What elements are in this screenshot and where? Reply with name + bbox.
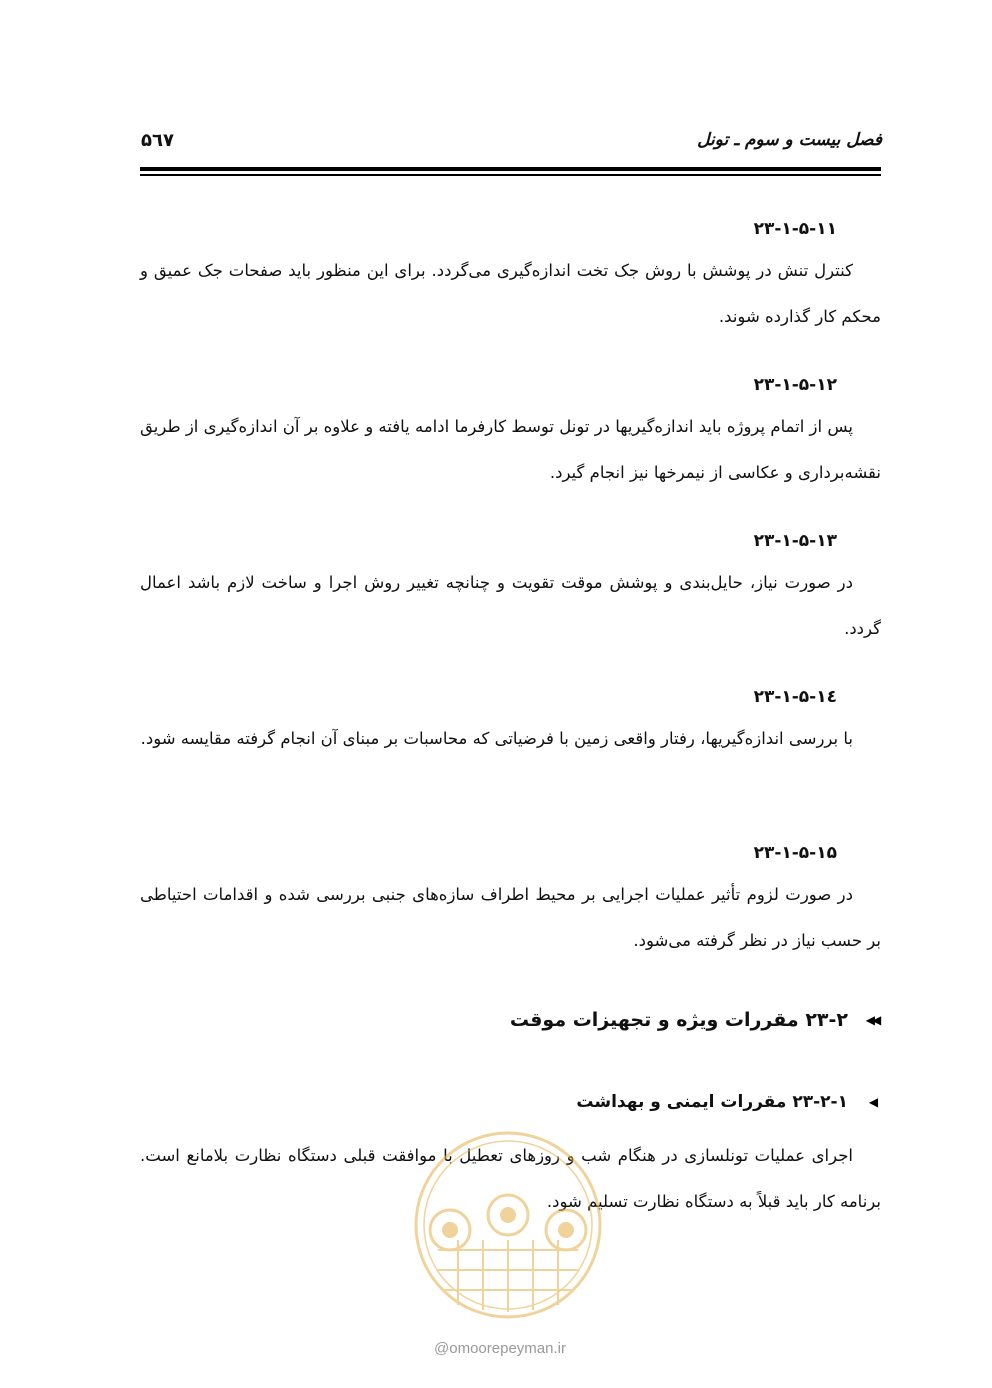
watermark-url: @omoorepeyman.ir [434, 1340, 566, 1357]
running-title: فصل بیست و سوم ـ تونل [697, 130, 882, 150]
section-list [140, 214, 881, 994]
sub-heading-text: ۲۳-۲-۱ مقررات ایمنی و بهداشت [576, 1092, 848, 1112]
section-11 [140, 214, 881, 370]
section-number: ۲۳-۱-۵-۱٤ [753, 687, 837, 707]
header-rule-thin [140, 174, 881, 176]
section-number: ۲۳-۱-۵-۱۵ [753, 843, 837, 863]
page-number: ۵٦۷ [141, 130, 174, 151]
section-paragraph: پس از اتمام پروژه باید اندازه‌گیریها در تونل توسط کارفرما ادامه یافته و علاوه بر آن اندازه‌گیری از طریق نقشه‌برداری و عکاسی از نیمرخها نیز انجام گیرد. [140, 417, 881, 482]
final-paragraph: اجرای عملیات تونلسازی در هنگام شب و روزهای تعطیل با موافقت قبلی دستگاه نظارت بلامانع است. برنامه کار باید قبلاً به دستگاه نظارت تسلیم شود. [140, 1146, 881, 1211]
section-number: ۲۳-۱-۵-۱۲ [753, 375, 837, 395]
sub-heading [576, 1092, 882, 1112]
chapter-heading [510, 1009, 882, 1031]
section-paragraph: در صورت نیاز، حایل‌بندی و پوشش موقت تقویت و چنانچه تغییر روش اجرا و ساخت لازم باشد اعمال گردد. [140, 573, 881, 638]
section-number: ۲۳-۱-۵-۱۳ [753, 531, 837, 551]
section-13 [140, 526, 881, 682]
double-triangle-bullet-icon: ◀◀ [865, 1013, 879, 1027]
section-paragraph: کنترل تنش در پوشش با روش جک تخت اندازه‌گیری می‌گردد. برای این منظور باید صفحات جک عمیق و محکم کار گذارده شوند. [140, 261, 881, 326]
section-paragraph: با بررسی اندازه‌گیریها، رفتار واقعی زمین با فرضیاتی که محاسبات بر مبنای آن انجام گرفته مقایسه شود. [140, 729, 853, 748]
header-rule [140, 167, 881, 171]
chapter-heading-text: ۲۳-۲ مقررات ویژه و تجهیزات موقت [509, 1009, 848, 1031]
section-paragraph: در صورت لزوم تأثیر عملیات اجرایی بر محیط اطراف سازه‌های جنبی بررسی شده و اقدامات احتیاطی بر حسب نیاز در نظر گرفته می‌شود. [140, 885, 881, 950]
section-number: ۲۳-۱-۵-۱۱ [753, 219, 837, 239]
section-14 [140, 682, 881, 838]
triangle-bullet-icon: ◀ [868, 1095, 876, 1109]
section-15 [140, 838, 881, 994]
section-12 [140, 370, 881, 526]
